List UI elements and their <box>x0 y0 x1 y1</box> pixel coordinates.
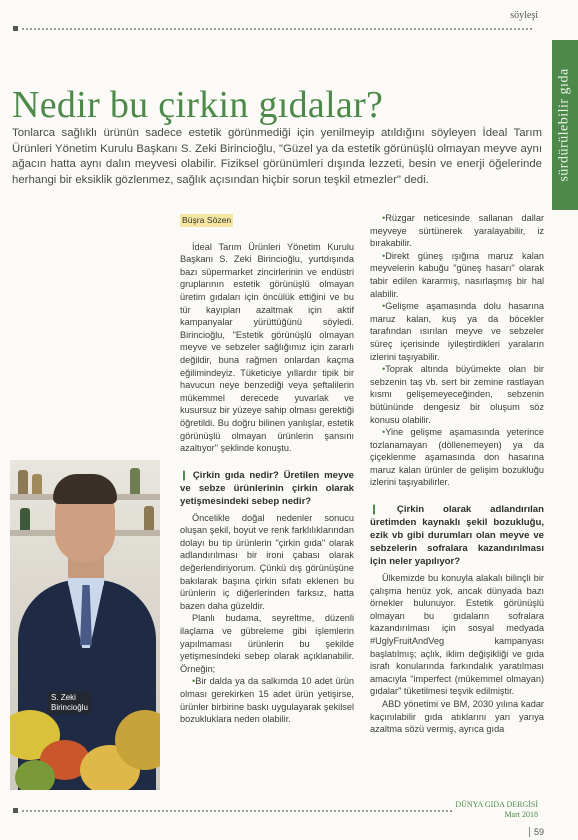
bullet-icon: • <box>192 676 196 687</box>
column-left <box>180 214 354 726</box>
bullet-text: Toprak altında büyümekte olan bir sebzenin taş vb. sert bir zemine rastlayan kısmı gelişemeyeceğinden, sebzenin bütününde dengesiz bir oluşum söz konusu olabilir. <box>370 364 544 425</box>
paragraph: Ülkemizde bu konuyla alakalı bilinçli bir çalışma henüz yok, ancak dünyada bazı örnekler bulunuyor. Estetik görünüşlü olmayan bu gıdaların sofralara kazandırılması için sosyal medyada #UglyFruitAndVeg kampanyası başlatılmış; açlık, iklim değişikliği ve gıda israfı konularında farkındalık yaratılması amacıyla "imperfect (mükemmel olmayan) gıdalar" tüketilmesi teşvik edilmiştir. <box>370 573 544 697</box>
paragraph: ABD yönetimi ve BM, 2030 yılına kadar kaçınılabilir gıda atıklarını yarı yarıya azaltma sözü vermiş, ayrıca gıda <box>370 699 544 735</box>
article-title: Nedir bu çirkin gıdalar? <box>12 84 384 126</box>
bottle <box>20 508 30 530</box>
photo-caption <box>48 692 91 714</box>
header-rule <box>22 28 532 30</box>
caption-line: Birincioğlu <box>51 703 88 712</box>
question-bar-icon: ❙ <box>370 504 397 516</box>
issue-date: Mart 2018 <box>504 810 538 819</box>
fruit <box>15 760 55 790</box>
question-bar-icon: ❙ <box>180 469 193 481</box>
bottle <box>32 474 42 494</box>
question-heading-2 <box>370 503 544 568</box>
paragraph: Planlı budama, seyreltme, düzenli ilaçlama ve gübreleme gibi işlemlerin yapılmaması ürünlerin bu şekilde yetişmesindeki sebep olarak açıklanabilir. Örneğin; <box>180 613 354 674</box>
side-tab-label: sürdürülebilir gıda <box>557 68 572 182</box>
caption-line: S. Zeki <box>51 693 76 702</box>
footer-marker <box>13 808 18 813</box>
bottle <box>18 470 28 494</box>
question-text: Çirkin gıda nedir? Üretilen meyve ve sebze ürünlerinin çirkin olarak yetişmesindeki sebep nedir? <box>180 469 354 507</box>
question-heading-1 <box>180 469 354 508</box>
section-label: söyleşi <box>510 10 538 21</box>
bullet-text: Direkt güneş ışığına maruz kalan meyvelerin kabuğu "güneş hasarı" olarak tabir edilen kararmış, nasırlaşmış bir hal alabilir. <box>370 250 544 299</box>
article-lead: Tonlarca sağlıklı ürünün sadece estetik görünmediği için yenilmeyip atıldığını söyleyen İdeal Tarım Ürünleri Yönetim Kurulu Başkanı S. Zeki Birincioğlu, "Güzel ya da estetik görünüşlü olmayan meyve aynı ağacın hatta aynı dalın meyvesi olabilir. Fiziksel görünümleri dışında lezzeti, besin ve enerji öğelerinde herhangi bir eksiklik gözlenmez, sağlık açısından hiçbir sorun teşkil etmezler" dedi. <box>12 127 542 186</box>
bullet-icon: • <box>382 364 386 375</box>
bullet-item <box>370 212 544 250</box>
bullet-item <box>370 250 544 300</box>
bottle <box>130 468 140 494</box>
bullet-text: Bir dalda ya da salkımda 10 adet ürün olması gerekirken 15 adet ürün yetişirse, ürünler birbirine baskı uygulayarak şekilsel bozukluklara neden olabilir. <box>180 676 354 725</box>
paragraph: İdeal Tarım Ürünleri Yönetim Kurulu Başkanı S. Zeki Birincioğlu, yurtdışında bazı süpermarket zincirlerinin ve endüstri gruplarının estetik görünüşlü olmayan üretim gıdaları için öncülük ettiğini ve bu tür kayıpları azaltmak için aktif kampanyalar yürüttüğünü söyledi. Birincioğlu, "Estetik görünüşlü olmayan meyve ve sebzeler sağlığımız için zararlı değildir, buna rağmen onlardan kaçma eğilimindeyiz. Tüketiciye yıllardır tipik bir havucun neye benzediği veya şeftalilerin mükemmel derecede yuvarlak ve kusursuz bir yüzeye sahip olması gerektiği öğretildi. Bu doğru bilinen yanlışlar, estetik görünüşlü olmayan ürünlerin şansını azaltıyor" şeklinde konuştu. <box>180 241 354 454</box>
footer-rule <box>22 810 452 812</box>
byline: Büşra Sözen <box>182 215 232 225</box>
bullet-text: Yine gelişme aşamasında yeterince tozlanamayan (döllenemeyen) ya da çiçeklenme aşamasında don hasarına maruz kalan ürünler de gelişim bozukluğu izlerini taşıyabilirler. <box>370 427 544 488</box>
bullet-icon: • <box>382 250 386 261</box>
bullet-text: Gelişme aşamasında dolu hasarına maruz kalan, kuş ya da böcekler tarafından ısırılan meyve ve sebzeler süreç içerisinde iyileştirdikleri yaraların izlerini taşıyabilir. <box>370 301 544 362</box>
portrait-photo <box>10 460 160 790</box>
bullet-item <box>370 363 544 426</box>
bullet-item <box>370 426 544 489</box>
bullet-icon: • <box>382 301 386 312</box>
footer-magazine <box>455 800 538 820</box>
bullet-item <box>180 675 354 725</box>
header-marker <box>13 26 18 31</box>
question-text: Çirkin olarak adlandırılan üretimden kaynaklı şekil bozukluğu, ezik vb gibi durumları olan meyve ve sebzelerin sofralara kazandırılması için neler yapılıyor? <box>370 504 544 568</box>
bullet-icon: • <box>382 427 386 438</box>
bullet-text: Rüzgar neticesinde sallanan dallar meyveye sürtünerek yaralayabilir, iz bırakabilir. <box>370 213 544 249</box>
person-hair <box>53 474 117 504</box>
column-right <box>370 212 544 736</box>
page-number: 59 <box>529 827 544 837</box>
bullet-icon: • <box>382 213 386 223</box>
bullet-item <box>370 300 544 363</box>
paragraph: Öncelikle doğal nedenler sonucu oluşan şekil, boyut ve renk farklılıklarından dolayı bu tip ürünlerin "çirkin gıda" olarak adlandırılması bir ironi çabası olarak değerlendiriyorum. Çünkü dış görünüşüne bakılarak başına çirkin sıfatı eklenen bu ürünlerin iç diğerlerinden farksız, hatta bazen daha güzeldir. <box>180 512 354 611</box>
bottle <box>144 506 154 530</box>
side-tab <box>552 40 578 210</box>
magazine-name: DÜNYA GIDA DERGİSİ <box>455 800 538 809</box>
